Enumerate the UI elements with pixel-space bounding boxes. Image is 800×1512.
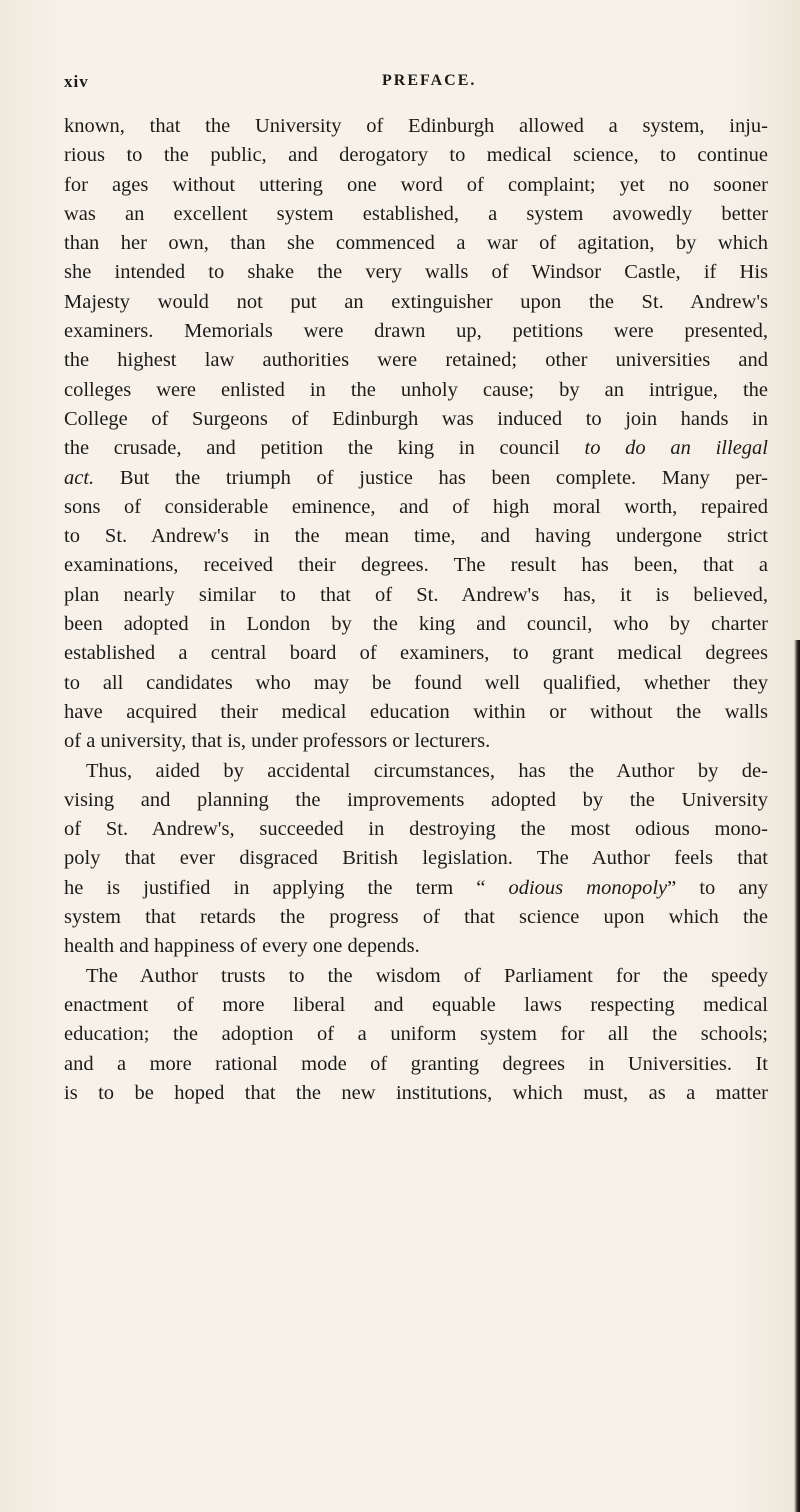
line-text: Thus, aided by accidental circumstances, has the Author by de- <box>86 759 768 782</box>
line-text: vising and planning the improvements adopted by the University <box>64 788 768 811</box>
text-line <box>64 493 768 522</box>
text-line <box>64 434 768 463</box>
line-text: have acquired their medical education within or without the walls <box>64 700 768 723</box>
body-text <box>64 112 768 1108</box>
text-line <box>64 288 768 317</box>
text-line <box>64 229 768 258</box>
line-text: than her own, than she commenced a war of agitation, by which <box>64 232 768 255</box>
text-line <box>64 1020 768 1049</box>
text-line <box>64 522 768 551</box>
line-text: enactment of more liberal and equable laws respecting medical <box>64 993 768 1016</box>
line-text: the highest law authorities were retained; other universities and <box>64 349 768 372</box>
running-head: PREFACE. <box>382 72 477 89</box>
line-text: she intended to shake the very walls of Windsor Castle, if His <box>64 261 768 284</box>
line-text: of St. Andrew's, succeeded in destroying the most odious mono- <box>64 818 768 841</box>
text-line <box>64 405 768 434</box>
page-header <box>64 72 764 96</box>
text-line <box>64 112 768 141</box>
italic-text: act. <box>64 466 95 489</box>
text-line <box>64 464 768 493</box>
text-line <box>64 991 768 1020</box>
line-text: The Author trusts to the wisdom of Parliament for the speedy <box>86 964 768 987</box>
text-line <box>64 376 768 405</box>
text-line <box>64 141 768 170</box>
text-line <box>64 698 768 727</box>
line-text: ” to any <box>667 876 768 899</box>
line-text: plan nearly similar to that of St. Andrew's has, it is believed, <box>64 583 768 606</box>
line-text: to St. Andrew's in the mean time, and having undergone strict <box>64 525 768 548</box>
text-line <box>64 317 768 346</box>
text-line <box>64 932 768 961</box>
text-line <box>64 581 768 610</box>
text-line <box>64 171 768 200</box>
text-line <box>64 200 768 229</box>
text-line <box>64 874 768 903</box>
text-line <box>64 815 768 844</box>
text-line <box>64 258 768 287</box>
text-line <box>64 1079 768 1108</box>
italic-text: odious monopoly <box>508 876 668 899</box>
line-text: examiners. Memorials were drawn up, petitions were presented, <box>64 320 768 343</box>
line-text: health and happiness of every one depends. <box>64 935 420 958</box>
line-text: examinations, received their degrees. The result has been, that a <box>64 554 768 577</box>
line-text: rious to the public, and derogatory to medical science, to continue <box>64 144 768 167</box>
line-text: and a more rational mode of granting degrees in Universities. It <box>64 1052 768 1075</box>
line-text: of a university, that is, under professors or lecturers. <box>64 730 491 753</box>
line-text: been adopted in London by the king and council, who by charter <box>64 613 768 636</box>
text-line <box>64 844 768 873</box>
italic-text: to do an illegal <box>584 437 768 460</box>
line-text: to all candidates who may be found well qualified, whether they <box>64 671 768 694</box>
line-text: established a central board of examiners, to grant medical degrees <box>64 642 768 665</box>
line-text: poly that ever disgraced British legislation. The Author feels that <box>64 847 768 870</box>
page-edge-shadow <box>794 640 800 1512</box>
line-text: sons of considerable eminence, and of high moral worth, repaired <box>64 495 768 518</box>
text-line <box>64 962 768 991</box>
text-line <box>64 727 768 756</box>
page-number: xiv <box>64 72 89 91</box>
line-text: College of Surgeons of Edinburgh was induced to join hands in <box>64 407 768 430</box>
text-line <box>64 551 768 580</box>
text-line <box>64 786 768 815</box>
line-text: he is justified in applying the term “ <box>64 876 509 899</box>
line-text: system that retards the progress of that science upon which the <box>64 906 768 929</box>
text-line <box>64 903 768 932</box>
line-text: colleges were enlisted in the unholy cause; by an intrigue, the <box>64 378 768 401</box>
text-line <box>64 669 768 698</box>
line-text: But the triumph of justice has been complete. Many per- <box>94 466 768 489</box>
line-text: education; the adoption of a uniform system for all the schools; <box>64 1023 768 1046</box>
line-text: was an excellent system established, a system avowedly better <box>64 202 768 225</box>
text-line <box>64 610 768 639</box>
text-line <box>64 1050 768 1079</box>
text-line <box>64 346 768 375</box>
text-line <box>64 757 768 786</box>
line-text: is to be hoped that the new institutions, which must, as a matter <box>64 1081 768 1104</box>
line-text: for ages without uttering one word of complaint; yet no sooner <box>64 173 768 196</box>
text-line <box>64 639 768 668</box>
line-text: known, that the University of Edinburgh allowed a system, inju- <box>64 115 768 137</box>
line-text: Majesty would not put an extinguisher upon the St. Andrew's <box>64 290 768 313</box>
line-text: the crusade, and petition the king in council <box>64 437 585 460</box>
